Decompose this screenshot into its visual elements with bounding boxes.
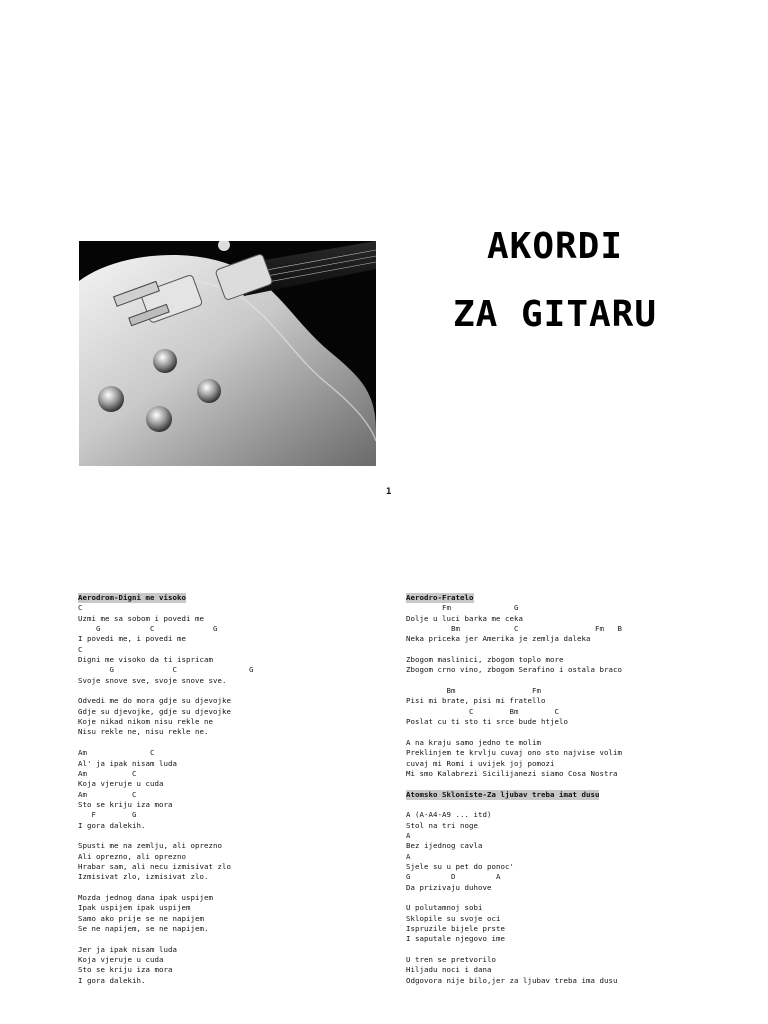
lyric-line: Spusti me na zemlju, ali oprezno	[78, 841, 222, 851]
lyric-line: A na kraju samo jedno te molim	[406, 737, 541, 747]
lyric-line: Gdje su djevojke, gdje su djevojke	[78, 706, 231, 716]
blank-line	[406, 645, 706, 655]
lyric-line: Zbogom maslinici, zbogom toplo more	[406, 655, 564, 665]
lyric-line: Al' ja ipak nisam luda	[78, 758, 177, 768]
blank-line	[406, 727, 706, 737]
lyric-line: Ali oprezno, ali oprezno	[78, 851, 186, 861]
blank-line	[78, 686, 378, 696]
lyric-line: Pisi mi brate, pisi mi fratello	[406, 696, 546, 706]
lyric-line: Sto se kriju iza mora	[78, 799, 173, 809]
lyric-line: Izmisivat zlo, izmisivat zlo.	[78, 872, 209, 882]
song-title: Aerodro-Fratelo	[406, 593, 474, 602]
lyric-line: Bez ijednog cavla	[406, 841, 483, 851]
lyric-line: Ispruzile bijele prste	[406, 924, 505, 933]
blank-line	[78, 934, 378, 944]
blank-line	[406, 893, 706, 903]
blank-line	[406, 676, 706, 686]
lyric-line: Digni me visoko da ti ispricam	[78, 655, 213, 665]
lyric-line: Mi smo Kalabrezi Sicilijanezi siamo Cosa Nostra	[406, 768, 618, 778]
chord-line: Am C	[78, 748, 155, 758]
lyric-line: Svoje snove sve, svoje snove sve.	[78, 675, 227, 685]
lyric-line: U polutamnoj sobi	[406, 903, 483, 913]
lyric-line: Koja vjeruje u cuda	[78, 779, 164, 789]
chord-line: G D A	[406, 872, 501, 882]
lyric-line: Nisu rekle ne, nisu rekle ne.	[78, 727, 209, 737]
song-title: Atomsko Skloniste-Za ljubav treba imat dusu	[406, 789, 600, 799]
electric-guitar-icon	[79, 241, 376, 466]
chord-line: C	[78, 644, 83, 654]
chord-line: A	[406, 830, 411, 840]
chord-line: Bm Fm	[406, 686, 541, 696]
song-title-line	[406, 593, 706, 603]
lyric-line: Sjele su u pet do ponoc'	[406, 861, 514, 871]
blank-line	[406, 800, 706, 810]
lyric-line: I saputale njegovo ime	[406, 934, 505, 944]
chord-line: Fm G	[406, 603, 519, 613]
lyric-line: Uzmi me sa sobom i povedi me	[78, 613, 204, 623]
lyric-line: Odgovora nije bilo,jer za ljubav treba ima dusu	[406, 975, 618, 985]
chord-line: C	[78, 603, 83, 613]
lyric-line: Dolje u luci barka me ceka	[406, 613, 523, 623]
lyric-line: Neka priceka jer Amerika je zemlja daleka	[406, 634, 591, 644]
page-title-line-2: ZA GITARU	[452, 294, 658, 335]
lyric-line: Preklinjem te krvlju cuvaj ono sto najvise volim	[406, 748, 622, 758]
chord-line: G C G	[78, 624, 218, 634]
lyric-line: Odvedi me do mora gdje su djevojke	[78, 696, 231, 706]
page-number: 1	[386, 487, 392, 497]
lyric-line: I gora dalekih.	[78, 975, 146, 985]
lyric-line: Koje nikad nikom nisu rekle ne	[78, 717, 213, 727]
lyric-line: Koja vjeruje u cuda	[78, 955, 164, 965]
song-title-line	[406, 790, 706, 800]
lyric-line: I gora dalekih.	[78, 820, 146, 830]
blank-line	[78, 738, 378, 748]
lyric-line: Sklopile su svoje oci	[406, 913, 501, 923]
lyric-line: cuvaj mi Romi i uvijek joj pomozi	[406, 758, 555, 768]
blank-line	[406, 945, 706, 955]
lyric-line: Stol na tri noge	[406, 820, 478, 830]
lyric-line: Se ne napijem, se ne napijem.	[78, 924, 209, 933]
lyric-line: U tren se pretvorilo	[406, 955, 496, 965]
song-title-line	[78, 593, 378, 603]
lyric-line: Hrabar sam, ali necu izmisivat zlo	[78, 861, 231, 871]
lyric-line: Mozda jednog dana ipak uspijem	[78, 892, 213, 902]
chord-line: Am C	[78, 789, 137, 799]
guitar-photo	[79, 241, 376, 466]
lyric-line: Da prizivaju duhove	[406, 882, 492, 892]
blank-line	[406, 779, 706, 789]
lyric-line: Ipak uspijem ipak uspijem	[78, 903, 191, 913]
blank-line	[78, 883, 378, 893]
chord-line: G C G	[78, 665, 254, 675]
chord-line: Am C	[78, 768, 137, 778]
lyric-line: Poslat cu ti sto ti srce bude htjelo	[406, 717, 568, 727]
lyric-line: Jer ja ipak nisam luda	[78, 944, 177, 954]
song-column-left	[78, 593, 378, 986]
lyric-line: Sto se kriju iza mora	[78, 965, 173, 975]
chord-line: Bm C Fm B	[406, 624, 622, 634]
lyric-line: A (A-A4-A9 ... itd)	[406, 810, 492, 820]
lyric-line: Zbogom crno vino, zbogom Serafino i ostala braco	[406, 665, 622, 675]
chord-line: F G	[78, 810, 137, 820]
lyric-line: I povedi me, i povedi me	[78, 634, 186, 644]
chord-line: A	[406, 851, 411, 861]
blank-line	[78, 831, 378, 841]
lyric-line: Samo ako prije se ne napijem	[78, 913, 204, 923]
page-title-line-1: AKORDI	[486, 226, 624, 267]
chord-line: C Bm C	[406, 706, 559, 716]
song-title: Aerodrom-Digni me visoko	[78, 593, 186, 602]
song-column-right	[406, 593, 706, 986]
lyric-line: Hiljadu noci i dana	[406, 965, 492, 975]
